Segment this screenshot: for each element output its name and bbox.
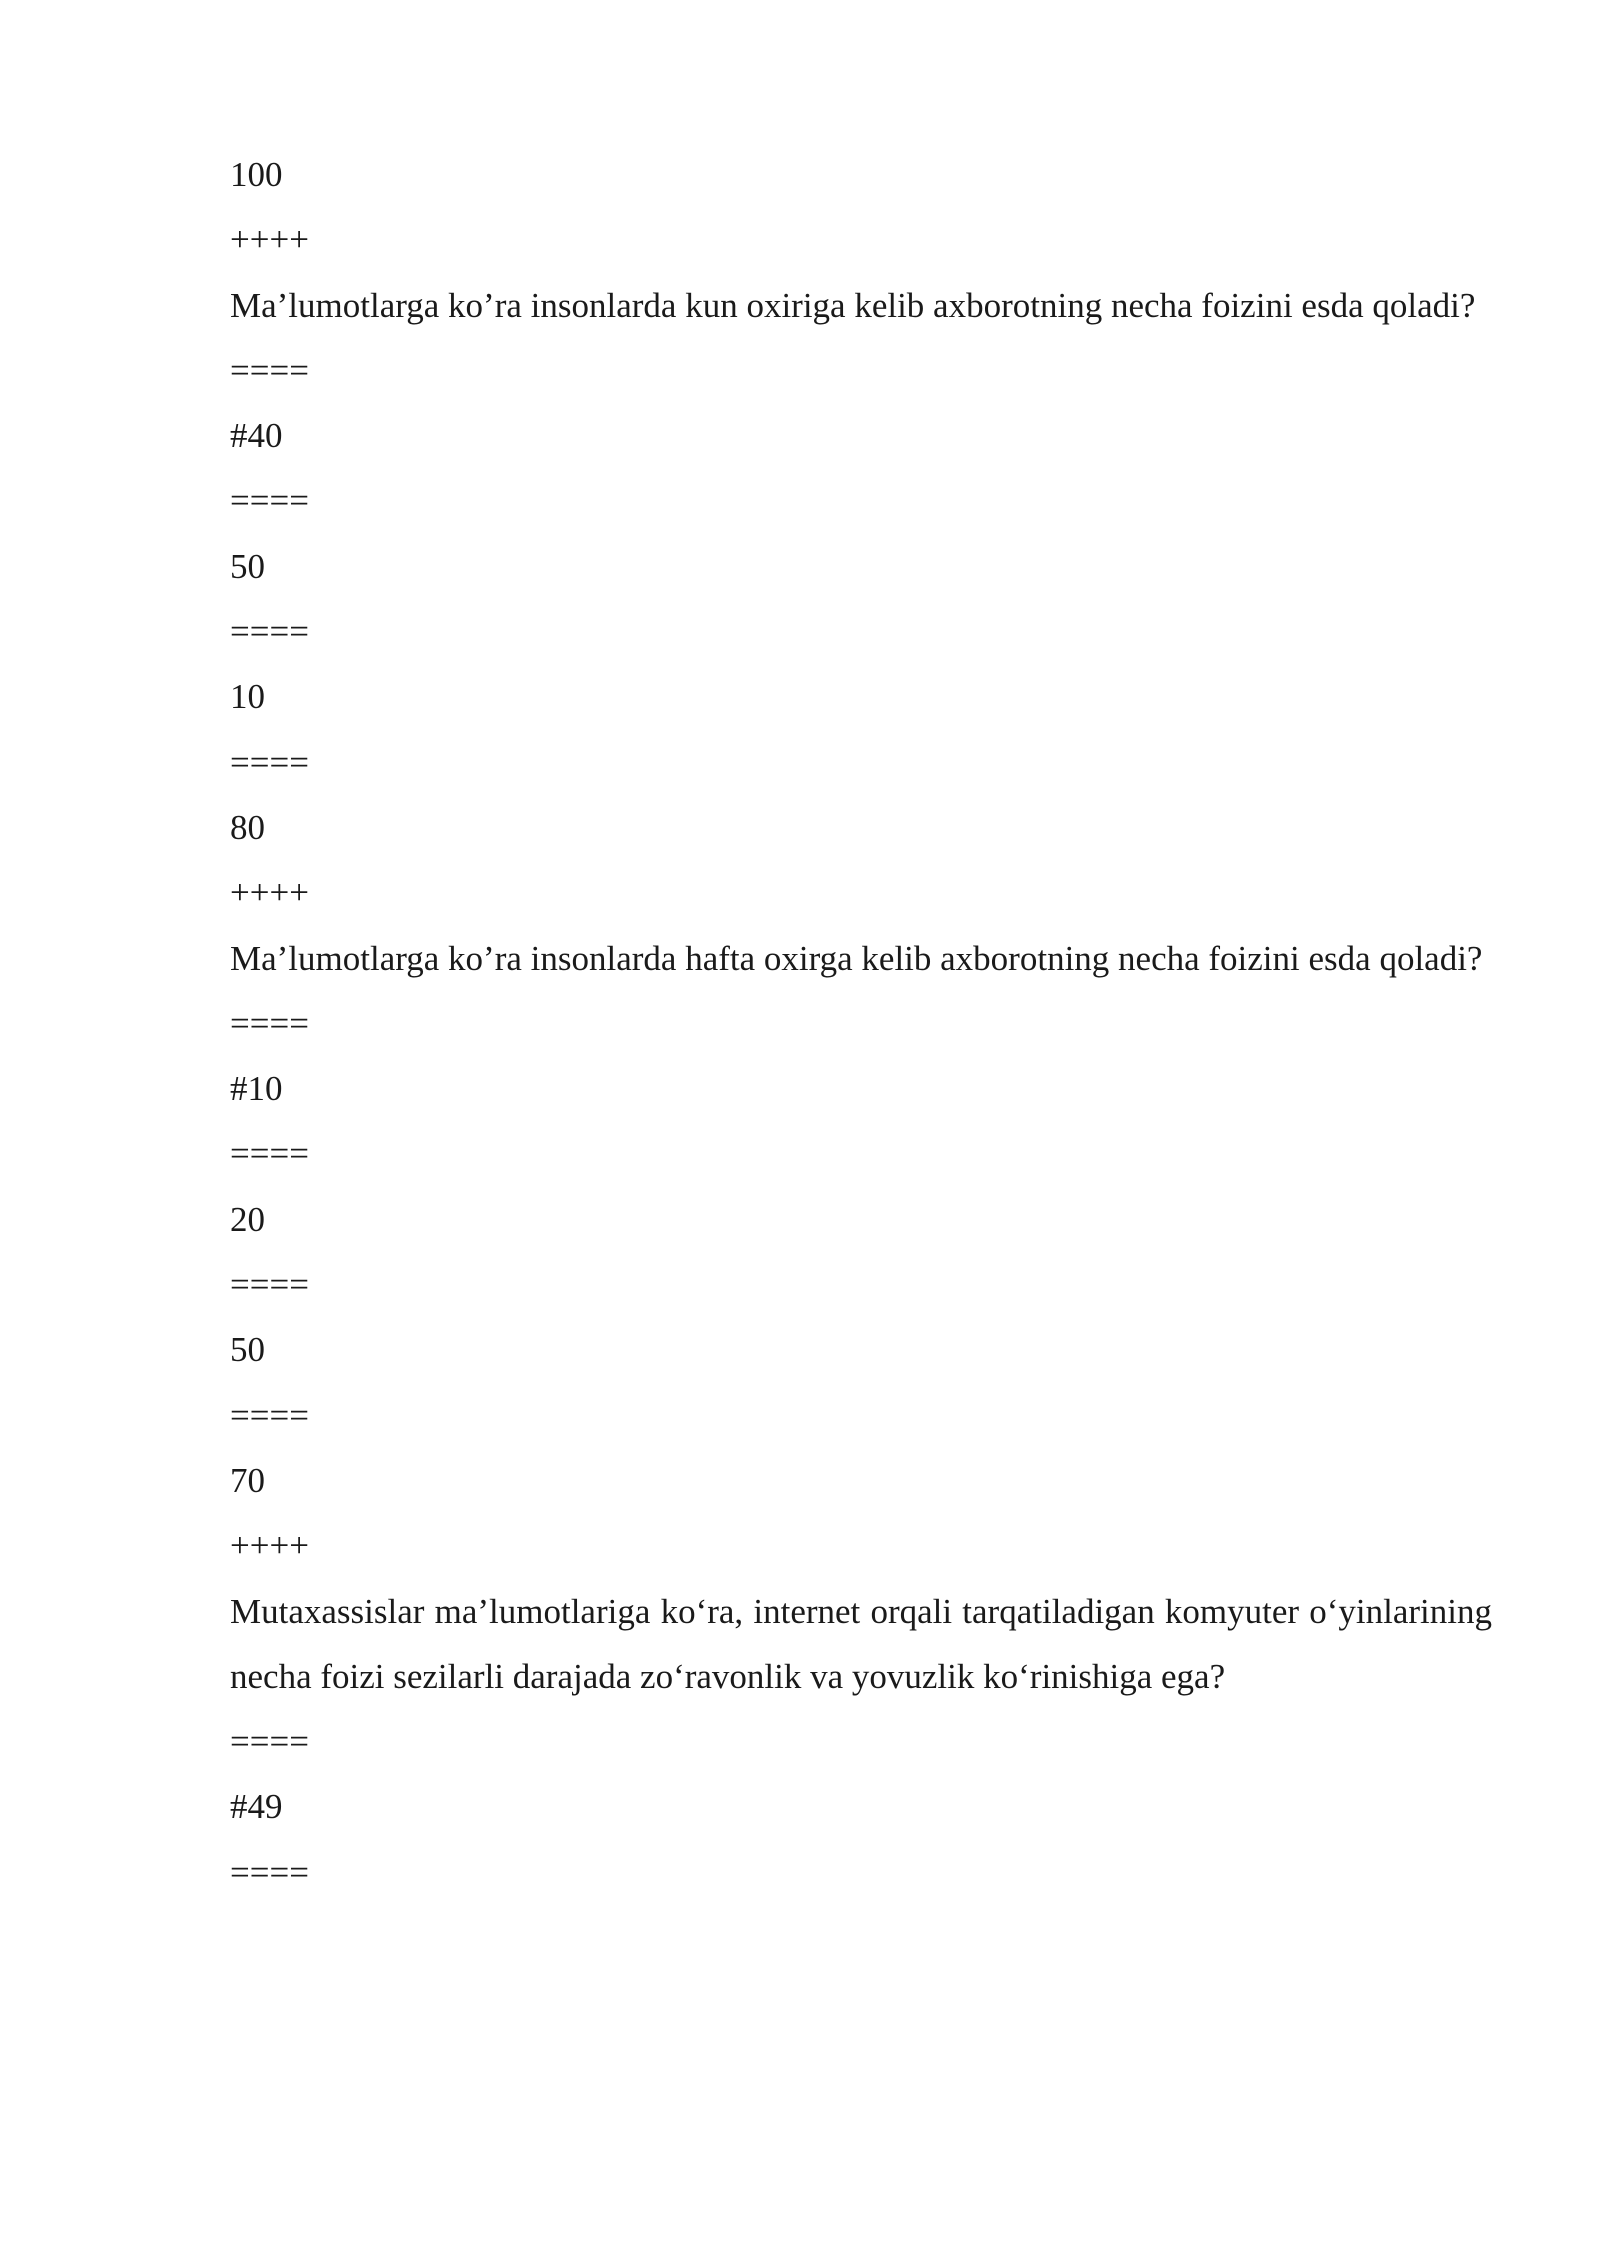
answer-option: 20 [230,1199,265,1239]
question-text: Mutaxassislar ma’lumotlariga ko‘ra, internet orqali tarqatiladigan komyuter o‘yinlarining necha foizi sezilarli darajada zo‘ravonlik va yovuzlik ko‘rinishiga ega? [230,1591,1492,1696]
question-text: Ma’lumotlarga ko’ra insonlarda hafta oxirga kelib axborotning necha foizini esda qoladi? [230,938,1483,978]
answer-option: 70 [230,1460,265,1500]
document-body [230,142,1492,1905]
question-separator: ++++ [230,1526,309,1566]
question-separator: ++++ [230,220,309,260]
option-separator: ==== [230,481,309,521]
option-separator: ==== [230,1003,309,1043]
option-separator: ==== [230,1134,309,1174]
answer-option: 100 [230,155,283,194]
option-separator: ==== [230,742,309,782]
correct-answer-option: #10 [230,1069,283,1109]
answer-option: 50 [230,546,265,586]
answer-option: 50 [230,1330,265,1370]
question-text: Ma’lumotlarga ko’ra insonlarda kun oxiriga kelib axborotning necha foizini esda qoladi? [230,285,1476,325]
answer-option: 10 [230,677,265,717]
option-separator: ==== [230,612,309,652]
option-separator: ==== [230,1722,309,1762]
option-separator: ==== [230,1395,309,1435]
answer-option: 80 [230,807,265,847]
correct-answer-option: #49 [230,1787,283,1827]
question-separator: ++++ [230,873,309,913]
correct-answer-option: #40 [230,416,283,456]
option-separator: ==== [230,1852,309,1892]
option-separator: ==== [230,1265,309,1305]
option-separator: ==== [230,350,309,390]
